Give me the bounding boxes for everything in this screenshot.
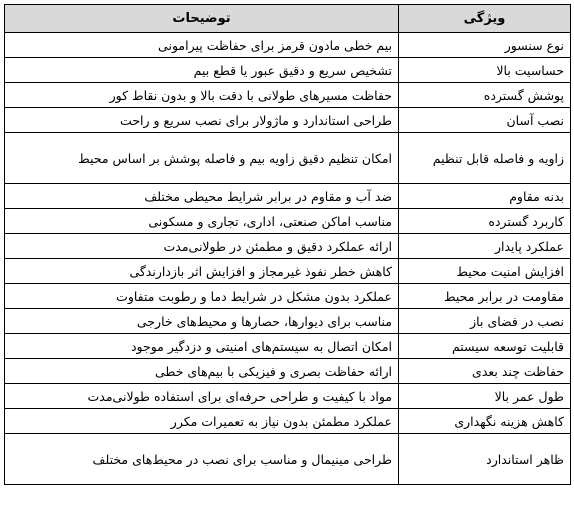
table-row [5,259,571,284]
description-cell: ارائه حفاظت بصری و فیزیکی با بیم‌های خطی [5,359,399,384]
table-row [5,184,571,209]
feature-cell: کاربرد گسترده [399,209,571,234]
feature-cell: پوشش گسترده [399,83,571,108]
table-row [5,309,571,334]
description-cell: ارائه عملکرد دقیق و مطمئن در طولانی‌مدت [5,234,399,259]
table-row [5,209,571,234]
table-row [5,334,571,359]
feature-cell: عملکرد پایدار [399,234,571,259]
feature-cell: کاهش هزینه نگهداری [399,409,571,434]
feature-cell: حفاظت چند بعدی [399,359,571,384]
features-table [4,4,571,485]
description-cell: امکان تنظیم دقیق زاویه بیم و فاصله پوشش بر اساس محیط [5,133,399,184]
table-row [5,33,571,58]
table-row [5,384,571,409]
description-cell: مناسب برای دیوارها، حصارها و محیط‌های خارجی [5,309,399,334]
table-header-row [5,5,571,33]
feature-cell: ظاهر استاندارد [399,434,571,485]
description-cell: طراحی مینیمال و مناسب برای نصب در محیط‌های مختلف [5,434,399,485]
description-cell: طراحی استاندارد و ماژولار برای نصب سریع و راحت [5,108,399,133]
description-cell: بیم خطی مادون قرمز برای حفاظت پیرامونی [5,33,399,58]
description-cell: مناسب اماکن صنعتی، اداری، تجاری و مسکونی [5,209,399,234]
feature-cell: نصب آسان [399,108,571,133]
description-cell: امکان اتصال به سیستم‌های امنیتی و دزدگیر موجود [5,334,399,359]
description-cell: ضد آب و مقاوم در برابر شرایط محیطی مختلف [5,184,399,209]
table-row [5,359,571,384]
table-row [5,108,571,133]
feature-cell: افزایش امنیت محیط [399,259,571,284]
feature-cell: نوع سنسور [399,33,571,58]
header-description: توضیحات [5,5,399,33]
table-row [5,83,571,108]
table-row [5,234,571,259]
table-row [5,409,571,434]
feature-cell: طول عمر بالا [399,384,571,409]
table-row [5,58,571,83]
feature-cell: بدنه مقاوم [399,184,571,209]
table-row [5,284,571,309]
description-cell: تشخیص سریع و دقیق عبور یا قطع بیم [5,58,399,83]
table-row [5,133,571,184]
description-cell: عملکرد مطمئن بدون نیاز به تعمیرات مکرر [5,409,399,434]
feature-cell: حساسیت بالا [399,58,571,83]
description-cell: حفاظت مسیرهای طولانی با دقت بالا و بدون نقاط کور [5,83,399,108]
feature-cell: قابلیت توسعه سیستم [399,334,571,359]
description-cell: مواد با کیفیت و طراحی حرفه‌ای برای استفاده طولانی‌مدت [5,384,399,409]
table-row [5,434,571,485]
description-cell: عملکرد بدون مشکل در شرایط دما و رطوبت متفاوت [5,284,399,309]
feature-cell: مقاومت در برابر محیط [399,284,571,309]
feature-cell: زاویه و فاصله قابل تنظیم [399,133,571,184]
header-feature: ویژگی [399,5,571,33]
feature-cell: نصب در فضای باز [399,309,571,334]
description-cell: کاهش خطر نفوذ غیرمجاز و افزایش اثر بازدارندگی [5,259,399,284]
